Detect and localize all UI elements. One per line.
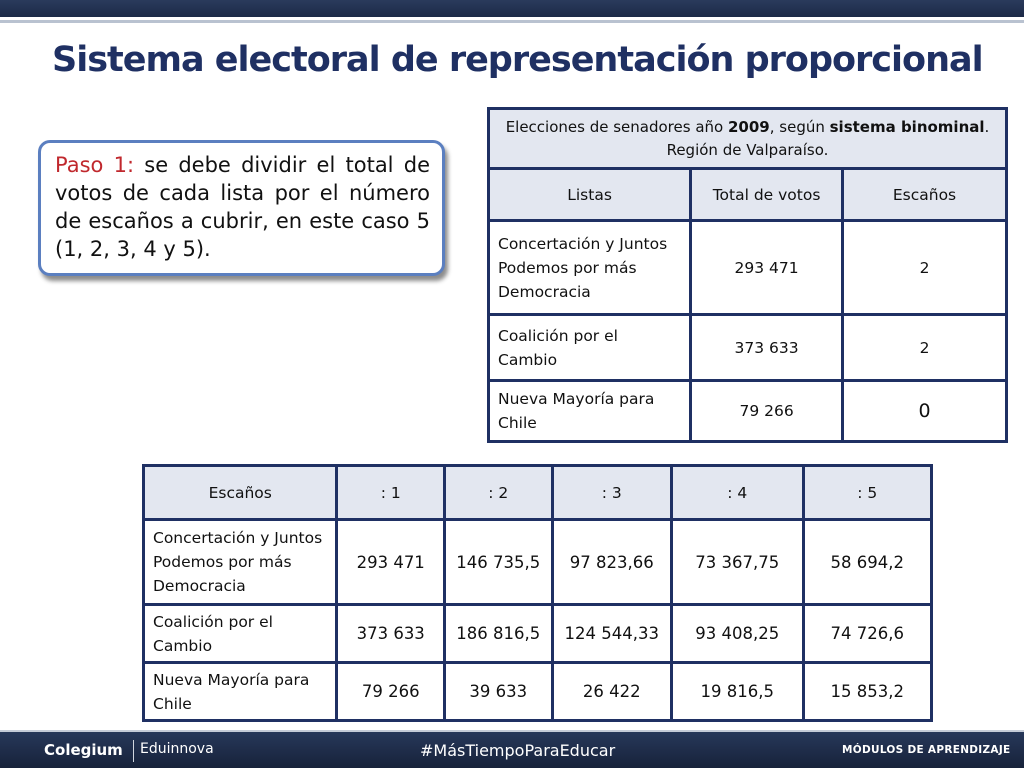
quotient-cell: 26 422 bbox=[552, 663, 672, 721]
footer-bar bbox=[0, 730, 1024, 768]
seats-cell: 2 bbox=[843, 221, 1007, 315]
header-div-3: : 3 bbox=[552, 466, 672, 520]
quotient-cell: 79 266 bbox=[337, 663, 444, 721]
table-row bbox=[489, 381, 1007, 442]
header-escanos: Escaños bbox=[843, 169, 1007, 221]
step-description: se debe dividir el total de votos de cada lista por el número de escaños a cubrir, en este caso 5 (1, 2, 3, 4 y 5). bbox=[55, 153, 430, 261]
quotient-cell: 39 633 bbox=[444, 663, 552, 721]
top-bar bbox=[0, 0, 1024, 20]
header-escanos: Escaños bbox=[144, 466, 337, 520]
quotient-cell: 19 816,5 bbox=[672, 663, 803, 721]
quotient-cell: 58 694,2 bbox=[803, 520, 931, 605]
eduinnova-logo: Eduinnova bbox=[140, 741, 214, 757]
list-name: Coalición por el Cambio bbox=[144, 605, 337, 663]
table-row bbox=[144, 605, 932, 663]
header-listas: Listas bbox=[489, 169, 691, 221]
header-total-votos: Total de votos bbox=[691, 169, 843, 221]
step-text bbox=[55, 151, 430, 263]
modules-label: MÓDULOS DE APRENDIZAJE bbox=[842, 744, 1011, 756]
hashtag: #MásTiempoParaEducar bbox=[420, 741, 616, 760]
quotient-cell: 15 853,2 bbox=[803, 663, 931, 721]
table-row bbox=[489, 221, 1007, 315]
list-name: Coalición por el Cambio bbox=[489, 315, 691, 381]
list-name: Nueva Mayoría para Chile bbox=[489, 381, 691, 442]
division-table bbox=[142, 464, 933, 722]
results-table-caption: Elecciones de senadores año 2009, según sistema binominal. Región de Valparaíso. bbox=[489, 109, 1007, 169]
list-name: Nueva Mayoría para Chile bbox=[144, 663, 337, 721]
seats-cell: 2 bbox=[843, 315, 1007, 381]
header-div-2: : 2 bbox=[444, 466, 552, 520]
seats-cell: 0 bbox=[843, 381, 1007, 442]
table-row bbox=[144, 520, 932, 605]
step-callout bbox=[38, 140, 445, 276]
quotient-cell: 186 816,5 bbox=[444, 605, 552, 663]
quotient-cell: 124 544,33 bbox=[552, 605, 672, 663]
header-div-5: : 5 bbox=[803, 466, 931, 520]
quotient-cell: 74 726,6 bbox=[803, 605, 931, 663]
list-name: Concertación y Juntos Podemos por más Democracia bbox=[489, 221, 691, 315]
logo-divider bbox=[133, 740, 134, 762]
header-div-4: : 4 bbox=[672, 466, 803, 520]
table-row bbox=[144, 663, 932, 721]
votes-cell: 373 633 bbox=[691, 315, 843, 381]
results-table bbox=[487, 107, 1008, 443]
slide-title: Sistema electoral de representación proporcional bbox=[52, 40, 983, 80]
votes-cell: 79 266 bbox=[691, 381, 843, 442]
votes-cell: 293 471 bbox=[691, 221, 843, 315]
quotient-cell: 293 471 bbox=[337, 520, 444, 605]
quotient-cell: 97 823,66 bbox=[552, 520, 672, 605]
colegium-logo: Colegium bbox=[44, 741, 123, 759]
quotient-cell: 93 408,25 bbox=[672, 605, 803, 663]
step-label: Paso 1: bbox=[55, 153, 135, 177]
quotient-cell: 146 735,5 bbox=[444, 520, 552, 605]
header-div-1: : 1 bbox=[337, 466, 444, 520]
table-row bbox=[489, 315, 1007, 381]
quotient-cell: 73 367,75 bbox=[672, 520, 803, 605]
list-name: Concertación y Juntos Podemos por más Democracia bbox=[144, 520, 337, 605]
quotient-cell: 373 633 bbox=[337, 605, 444, 663]
